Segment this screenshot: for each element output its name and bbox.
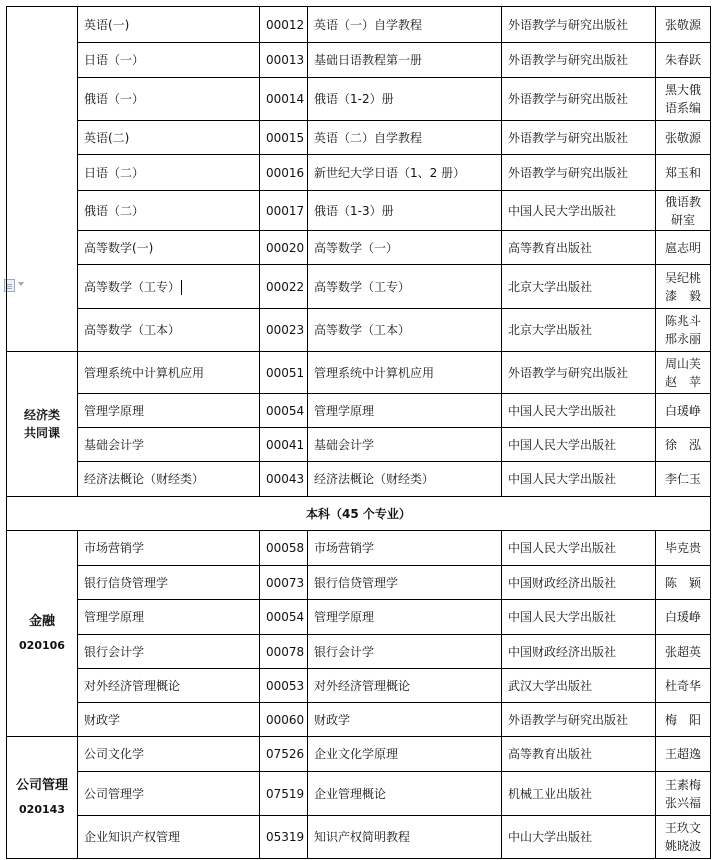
course-code: 00060 <box>260 703 308 737</box>
group-cell <box>7 531 78 737</box>
textbook-title: 企业文化学原理 <box>308 737 502 772</box>
course-name: 俄语（二） <box>78 191 260 231</box>
table-row <box>7 191 711 231</box>
author-name: 俄语教 <box>664 194 701 209</box>
publisher: 中国人民大学出版社 <box>502 600 656 635</box>
publisher: 外语教学与研究出版社 <box>502 155 656 191</box>
group-code: 020143 <box>19 802 65 816</box>
author-name: 白瑗峥 <box>664 610 701 624</box>
author-name: 朱春跃 <box>664 53 701 67</box>
course-name: 高等数学（工本） <box>78 309 260 352</box>
course-name: 财政学 <box>78 703 260 737</box>
author <box>656 78 711 121</box>
course-name: 公司文化学 <box>78 737 260 772</box>
author <box>656 428 711 462</box>
author-name: 杜奇华 <box>664 678 701 693</box>
group-name: 金融 <box>28 613 55 629</box>
textbook-title: 英语（一）自学教程 <box>308 7 502 43</box>
author <box>656 566 711 600</box>
textbook-title: 俄语（1-2）册 <box>308 78 502 121</box>
course-code: 07526 <box>260 737 308 772</box>
textbook-title: 基础日语教程第一册 <box>308 43 502 78</box>
author-name: 邢永丽 <box>664 332 701 346</box>
author-name: 吴纪桃 <box>664 270 701 285</box>
textbook-title: 财政学 <box>308 703 502 737</box>
author <box>656 669 711 703</box>
section-title: 本科（45 个专业） <box>7 497 711 531</box>
textbook-title: 基础会计学 <box>308 428 502 462</box>
course-table <box>6 6 711 859</box>
group-cell <box>7 352 78 497</box>
publisher: 外语教学与研究出版社 <box>502 78 656 121</box>
textbook-title: 知识产权简明教程 <box>308 816 502 859</box>
author <box>656 7 711 43</box>
section-row <box>7 497 711 531</box>
course-name: 管理学原理 <box>78 394 260 428</box>
author <box>656 635 711 669</box>
course-code: 00017 <box>260 191 308 231</box>
author-name: 陈 颖 <box>664 575 701 590</box>
course-code: 00013 <box>260 43 308 78</box>
author <box>656 191 711 231</box>
course-code: 00016 <box>260 155 308 191</box>
table-row <box>7 121 711 155</box>
textbook-title: 经济法概论（财经类） <box>308 462 502 497</box>
publisher: 中国财政经济出版社 <box>502 635 656 669</box>
author <box>656 600 711 635</box>
course-name: 管理系统中计算机应用 <box>78 352 260 394</box>
course-name: 银行信贷管理学 <box>78 566 260 600</box>
author <box>656 121 711 155</box>
textbook-title: 银行会计学 <box>308 635 502 669</box>
course-name: 对外经济管理概论 <box>78 669 260 703</box>
table-row <box>7 772 711 816</box>
author-name: 漆 毅 <box>664 288 701 303</box>
author <box>656 265 711 309</box>
course-code: 00073 <box>260 566 308 600</box>
table-row <box>7 265 711 309</box>
course-code: 00023 <box>260 309 308 352</box>
table-row <box>7 394 711 428</box>
author <box>656 462 711 497</box>
publisher: 高等教育出版社 <box>502 737 656 772</box>
table-row <box>7 43 711 78</box>
author <box>656 772 711 816</box>
group-name: 共同课 <box>23 426 60 440</box>
course-name: 日语（二） <box>78 155 260 191</box>
textbook-title: 俄语（1-3）册 <box>308 191 502 231</box>
course-code: 00054 <box>260 600 308 635</box>
author-name: 扈志明 <box>664 240 701 255</box>
table-row <box>7 566 711 600</box>
author-name: 白瑗峥 <box>664 403 701 418</box>
author-name: 张超英 <box>664 644 701 659</box>
author-name: 梅 阳 <box>664 712 701 727</box>
author <box>656 703 711 737</box>
course-name: 俄语（一） <box>78 78 260 121</box>
author-name: 王超逸 <box>664 747 701 761</box>
publisher: 外语教学与研究出版社 <box>502 43 656 78</box>
publisher: 中国人民大学出版社 <box>502 428 656 462</box>
course-name: 基础会计学 <box>78 428 260 462</box>
textbook-title: 银行信贷管理学 <box>308 566 502 600</box>
author-name: 王玖文 <box>664 821 701 835</box>
publisher: 机械工业出版社 <box>502 772 656 816</box>
author-name: 姚晓波 <box>664 839 701 853</box>
textbook-title: 市场营销学 <box>308 531 502 566</box>
publisher: 外语教学与研究出版社 <box>502 703 656 737</box>
author-name: 张兴福 <box>664 795 701 810</box>
course-name: 银行会计学 <box>78 635 260 669</box>
course-code: 00043 <box>260 462 308 497</box>
author <box>656 352 711 394</box>
author <box>656 309 711 352</box>
publisher: 外语教学与研究出版社 <box>502 121 656 155</box>
course-code: 00022 <box>260 265 308 309</box>
author-name: 周山芙 <box>664 356 701 371</box>
course-name: 企业知识产权管理 <box>78 816 260 859</box>
author-name: 赵 苹 <box>664 374 701 389</box>
textbook-title: 管理系统中计算机应用 <box>308 352 502 394</box>
course-code: 00014 <box>260 78 308 121</box>
group-name: 经济类 <box>23 408 60 422</box>
author <box>656 737 711 772</box>
table-row <box>7 7 711 43</box>
table-row <box>7 600 711 635</box>
author-name: 张敬源 <box>664 130 701 145</box>
author-name: 王素梅 <box>664 777 701 792</box>
course-code: 07519 <box>260 772 308 816</box>
course-code: 00053 <box>260 669 308 703</box>
table-row <box>7 635 711 669</box>
text-cursor <box>181 280 182 295</box>
group-name: 公司管理 <box>15 777 68 793</box>
publisher: 高等教育出版社 <box>502 231 656 265</box>
course-name: 市场营销学 <box>78 531 260 566</box>
publisher: 中山大学出版社 <box>502 816 656 859</box>
author-name: 徐 泓 <box>664 437 701 452</box>
table-row <box>7 309 711 352</box>
table-row <box>7 531 711 566</box>
table-row <box>7 669 711 703</box>
author <box>656 816 711 859</box>
author-name: 黑大俄 <box>664 83 701 97</box>
textbook-title: 高等数学（工专） <box>308 265 502 309</box>
textbook-title: 管理学原理 <box>308 394 502 428</box>
publisher: 外语教学与研究出版社 <box>502 7 656 43</box>
author-name: 张敬源 <box>664 17 701 32</box>
course-code: 00041 <box>260 428 308 462</box>
publisher: 中国人民大学出版社 <box>502 531 656 566</box>
course-code: 00051 <box>260 352 308 394</box>
textbook-title: 新世纪大学日语（1、2 册） <box>308 155 502 191</box>
author <box>656 231 711 265</box>
table-row <box>7 428 711 462</box>
table-row <box>7 462 711 497</box>
course-name: 管理学原理 <box>78 600 260 635</box>
course-code: 00015 <box>260 121 308 155</box>
author-name: 郑玉和 <box>664 165 701 180</box>
publisher: 中国财政经济出版社 <box>502 566 656 600</box>
publisher: 中国人民大学出版社 <box>502 462 656 497</box>
author <box>656 394 711 428</box>
author-name: 李仁玉 <box>664 472 701 486</box>
table-row <box>7 155 711 191</box>
author-name: 研室 <box>670 212 695 227</box>
publisher: 武汉大学出版社 <box>502 669 656 703</box>
textbook-title: 对外经济管理概论 <box>308 669 502 703</box>
textbook-title: 高等数学（一） <box>308 231 502 265</box>
group-code: 020106 <box>19 638 65 652</box>
table-row <box>7 737 711 772</box>
course-code: 00012 <box>260 7 308 43</box>
course-code: 05319 <box>260 816 308 859</box>
course-name: 英语(二) <box>78 121 260 155</box>
course-name: 高等数学（工专） <box>78 265 260 309</box>
course-code: 00020 <box>260 231 308 265</box>
author-name: 语系编 <box>664 101 701 115</box>
table-row <box>7 231 711 265</box>
author <box>656 531 711 566</box>
course-name: 英语(一) <box>78 7 260 43</box>
textbook-title: 高等数学（工本） <box>308 309 502 352</box>
author-name: 陈兆斗 <box>664 314 701 328</box>
table-row <box>7 78 711 121</box>
textbook-title: 管理学原理 <box>308 600 502 635</box>
textbook-title: 企业管理概论 <box>308 772 502 816</box>
group-cell <box>7 737 78 859</box>
course-code: 00078 <box>260 635 308 669</box>
course-name: 经济法概论（财经类） <box>78 462 260 497</box>
publisher: 外语教学与研究出版社 <box>502 352 656 394</box>
table-row <box>7 703 711 737</box>
course-name: 日语（一） <box>78 43 260 78</box>
textbook-title: 英语（二）自学教程 <box>308 121 502 155</box>
publisher: 北京大学出版社 <box>502 265 656 309</box>
course-name: 高等数学(一) <box>78 231 260 265</box>
table-row <box>7 816 711 859</box>
publisher: 北京大学出版社 <box>502 309 656 352</box>
author-name: 毕克贵 <box>664 541 701 555</box>
course-name: 公司管理学 <box>78 772 260 816</box>
course-code: 00058 <box>260 531 308 566</box>
publisher: 中国人民大学出版社 <box>502 394 656 428</box>
publisher: 中国人民大学出版社 <box>502 191 656 231</box>
author <box>656 43 711 78</box>
table-row <box>7 352 711 394</box>
course-code: 00054 <box>260 394 308 428</box>
group-cell <box>7 7 78 352</box>
author <box>656 155 711 191</box>
